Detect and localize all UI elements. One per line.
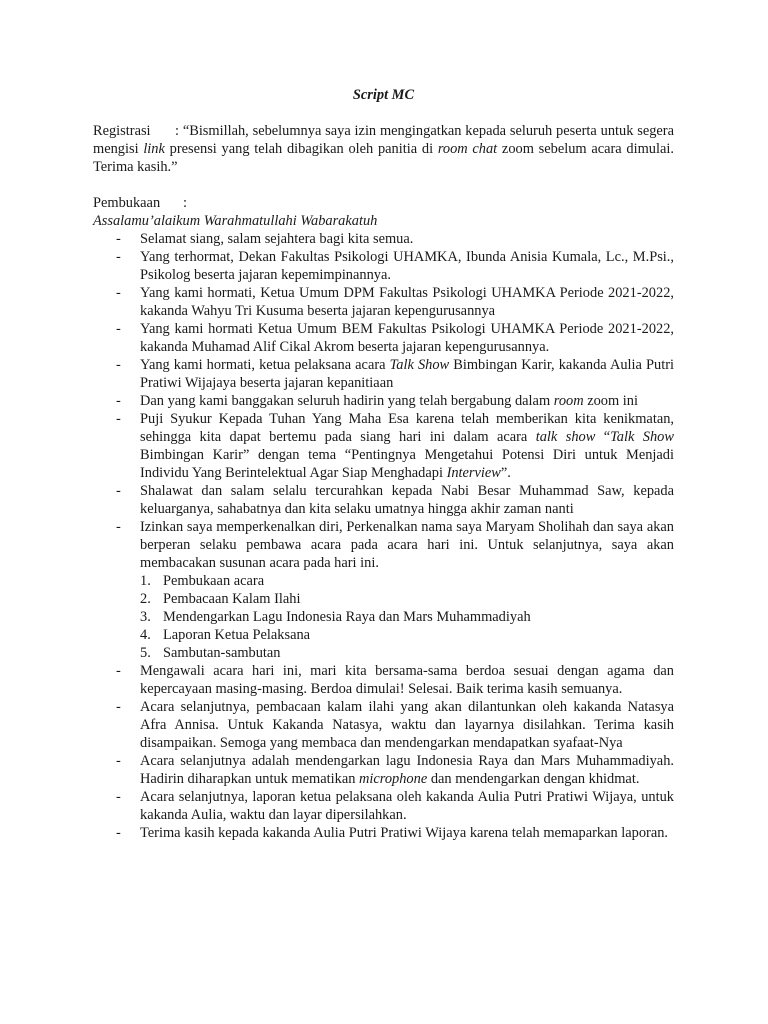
agenda-item: [140, 608, 674, 626]
agenda-item: [140, 626, 674, 644]
list-item-text: zoom ini: [583, 393, 638, 409]
list-item-text: Dan yang kami banggakan seluruh hadirin yang telah bergabung dalam: [140, 393, 554, 409]
pembukaan-heading: [93, 194, 674, 212]
spacer: [93, 176, 674, 194]
agenda-text: Sambutan-sambutan: [163, 645, 281, 661]
script-list: [93, 230, 674, 842]
registrasi-text-1: “Bismillah, sebelumnya saya izin mengingatkan kepada seluruh peserta untuk segera mengisi: [93, 123, 674, 157]
list-item: [93, 788, 674, 824]
list-item: [93, 356, 674, 392]
pembukaan-colon: :: [183, 195, 187, 211]
agenda-list: [140, 572, 674, 662]
list-item-text: Bimbingan Karir, kakanda Aulia Putri Pratiwi Wijajaya beserta jajaran kepanitiaan: [140, 357, 675, 391]
list-item-text: Terima kasih kepada kakanda Aulia Putri Pratiwi Wijaya karena telah memaparkan laporan.: [140, 825, 669, 841]
list-item-text: Izinkan saya memperkenalkan diri, Perkenalkan nama saya Maryam Sholihah dan saya akan berperan selaku pembawa acara pada acara hari ini. Untuk selanjutnya, saya akan membacakan susunan acara pada hari ini.: [140, 519, 674, 571]
document-title: Script MC: [352, 87, 415, 103]
list-item-text: Acara selanjutnya, laporan ketua pelaksana oleh kakanda Aulia Putri Pratiwi Wijaya, untuk kakanda Aulia, waktu dan layar dipersilahkan.: [140, 789, 674, 823]
agenda-number: 4.: [140, 627, 151, 643]
registrasi-text-2: presensi yang telah dibagikan oleh panitia di: [164, 141, 438, 157]
document-page: [93, 86, 674, 842]
italic-term: microphone: [359, 771, 428, 787]
list-item-text: Puji Syukur Kepada Tuhan Yang Maha Esa karena telah memberikan kita kenikmatan, sehingga kita dapat bertemu pada siang hari ini dalam acara: [140, 411, 674, 445]
list-item-text: Yang kami hormati, ketua pelaksana acara: [140, 357, 390, 373]
list-item: [93, 482, 674, 518]
list-item: [93, 698, 674, 752]
list-item: [93, 248, 674, 284]
list-item-text: “: [595, 429, 611, 445]
agenda-item: [140, 644, 674, 662]
registrasi-link-term: link: [143, 141, 165, 157]
registrasi-room-chat-term: room chat: [437, 141, 498, 157]
agenda-text: Mendengarkan Lagu Indonesia Raya dan Mars Muhammadiyah: [163, 609, 531, 625]
agenda-number: 5.: [140, 645, 151, 661]
list-item-text: Yang terhormat, Dekan Fakultas Psikologi UHAMKA, Ibunda Anisia Kumala, Lc., M.Psi., Psikolog beserta jajaran kepemimpinannya.: [140, 249, 674, 283]
list-item-text: Shalawat dan salam selalu tercurahkan kepada Nabi Besar Muhammad Saw, kepada keluarganya, sahabatnya dan kita selaku umatnya hingga akhir zaman nanti: [140, 483, 674, 517]
list-item: [93, 662, 674, 698]
agenda-number: 2.: [140, 591, 151, 607]
italic-term: Interview: [446, 465, 501, 481]
italic-term: Talk Show: [389, 357, 450, 373]
registrasi-label: Registrasi: [93, 123, 151, 139]
list-item: [93, 518, 674, 662]
list-item: [93, 392, 674, 410]
list-item: [93, 284, 674, 320]
list-item-text: Selamat siang, salam sejahtera bagi kita semua.: [140, 231, 414, 247]
list-item-text: Yang kami hormati, Ketua Umum DPM Fakultas Psikologi UHAMKA Periode 2021-2022, kakanda Wahyu Tri Kusuma beserta jajaran kepengurusannya: [140, 285, 674, 319]
italic-term: Talk Show: [610, 429, 674, 445]
agenda-item: [140, 590, 674, 608]
opening-greeting: Assalamu’alaikum Warahmatullahi Wabarakatuh: [93, 213, 378, 229]
agenda-text: Laporan Ketua Pelaksana: [163, 627, 311, 643]
list-item-text: Acara selanjutnya, pembacaan kalam ilahi yang akan dilantunkan oleh kakanda Natasya Afra Annisa. Untuk Kakanda Natasya, waktu dan layarnya disilahkan. Terima kasih disampaikan. Semoga yang membaca dan mendengarkan mendapatkan syafaat-Nya: [140, 699, 674, 751]
list-item: [93, 410, 674, 482]
list-item-text: ”.: [500, 465, 511, 481]
italic-term: room: [553, 393, 584, 409]
list-item: [93, 320, 674, 356]
list-item-text: Mengawali acara hari ini, mari kita bersama-sama berdoa sesuai dengan agama dan kepercayaan masing-masing. Berdoa dimulai! Selesai. Baik terima kasih semuanya.: [140, 663, 674, 697]
registrasi-paragraph: [93, 122, 674, 176]
list-item: [93, 752, 674, 788]
agenda-item: [140, 572, 674, 590]
list-item-text: Bimbingan Karir” dengan tema “Pentingnya Mengetahui Potensi Diri untuk Menjadi Individu Yang Berintelektual Agar Siap Menghadapi: [140, 447, 674, 481]
italic-term: talk show: [535, 429, 596, 445]
list-item: [93, 824, 674, 842]
agenda-text: Pembukaan acara: [163, 573, 265, 589]
list-item-text: Yang kami hormati Ketua Umum BEM Fakultas Psikologi UHAMKA Periode 2021-2022, kakanda Muhamad Alif Cikal Akrom beserta jajaran kepengurusannya.: [140, 321, 674, 355]
agenda-number: 3.: [140, 609, 151, 625]
list-item: [93, 230, 674, 248]
list-item-text: dan mendengarkan dengan khidmat.: [427, 771, 640, 787]
pembukaan-label: Pembukaan: [93, 195, 161, 211]
list-item-text: Acara selanjutnya adalah mendengarkan lagu Indonesia Raya dan Mars Muhammadiyah. Hadirin diharapkan untuk mematikan: [140, 753, 674, 787]
agenda-number: 1.: [140, 573, 151, 589]
registrasi-text-3: zoom sebelum acara dimulai. Terima kasih.”: [93, 141, 674, 175]
registrasi-colon: :: [175, 123, 179, 139]
agenda-text: Pembacaan Kalam Ilahi: [163, 591, 301, 607]
